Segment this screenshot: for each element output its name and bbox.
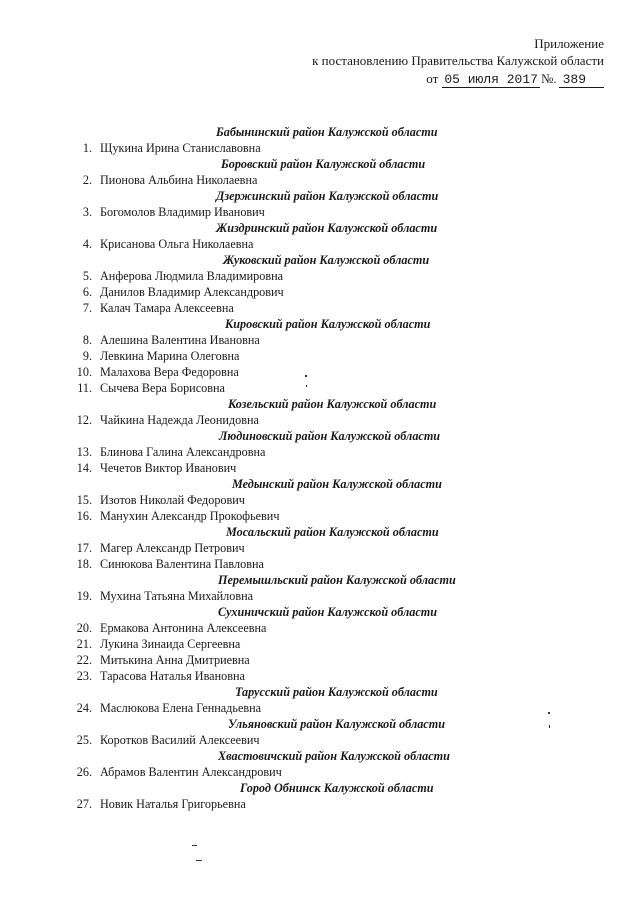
district-name: Жиздринский район Калужской области [216,221,438,235]
district-name: Козельский район Калужской области [228,397,437,411]
list-item [0,764,640,780]
person-name: Крисанова Ольга Николаевна [100,237,254,251]
item-number: 3. [82,205,92,219]
appendix-title [534,36,604,52]
item-number: 26. [76,765,92,779]
scan-mark [549,725,550,728]
list-item [0,732,640,748]
district-name: Ульяновский район Калужской области [228,717,445,731]
person-name: Коротков Василий Алексеевич [100,733,260,747]
item-number: 19. [76,589,92,603]
person-name: Блинова Галина Александровна [100,445,266,459]
person-name: Сычева Вера Борисовна [100,381,225,395]
item-number: 4. [82,237,92,251]
item-number: 25. [76,733,92,747]
list-item [0,556,640,572]
item-number: 17. [76,541,92,555]
item-number: 13. [76,445,92,459]
list-item [0,492,640,508]
scan-mark [548,712,550,714]
item-number: 16. [76,509,92,523]
list-item [0,636,640,652]
person-name: Малахова Вера Федоровна [100,365,239,379]
district-heading [0,396,640,412]
list-item [0,204,640,220]
person-name: Щукина Ирина Станиславовна [100,141,261,155]
item-number: 8. [82,333,92,347]
district-heading [0,604,640,620]
list-item [0,620,640,636]
decree-reference-text: к постановлению Правительства Калужской области [312,53,604,68]
person-name: Чайкина Надежда Леонидовна [100,413,259,427]
list-item [0,332,640,348]
item-number: 11. [77,381,92,395]
item-number: 22. [76,653,92,667]
item-number: 7. [82,301,92,315]
person-name: Левкина Марина Олеговна [100,349,240,363]
district-name: Тарусский район Калужской области [235,685,438,699]
person-name: Синюкова Валентина Павловна [100,557,264,571]
list-item [0,348,640,364]
person-name: Мухина Татьяна Михайловна [100,589,254,603]
list-item [0,236,640,252]
district-heading [0,780,640,796]
decree-number: 389 [559,73,604,88]
scan-mark [305,375,307,377]
date-prefix: от [426,71,439,86]
district-heading [0,524,640,540]
list-item [0,444,640,460]
district-name: Бабынинский район Калужской области [216,125,438,139]
district-heading [0,252,640,268]
district-name: Медынский район Калужской области [232,477,442,491]
district-name: Перемышльский район Калужской области [218,573,456,587]
list-item [0,172,640,188]
district-heading [0,220,640,236]
list-item [0,460,640,476]
district-heading [0,572,640,588]
district-name: Жуковский район Калужской области [223,253,430,267]
person-name: Абрамов Валентин Александрович [100,765,282,779]
district-name: Боровский район Калужской области [221,157,426,171]
person-name: Митькина Анна Дмитриевна [100,653,250,667]
person-name: Магер Александр Петрович [100,541,245,555]
scan-mark [192,845,197,846]
item-number: 18. [76,557,92,571]
district-heading [0,684,640,700]
district-name: Дзержинский район Калужской области [216,189,439,203]
list-item [0,700,640,716]
person-name: Анферова Людмила Владимировна [100,269,284,283]
district-heading [0,748,640,764]
item-number: 21. [76,637,92,651]
item-number: 9. [82,349,92,363]
person-name: Данилов Владимир Александрович [100,285,284,299]
item-number: 23. [76,669,92,683]
list-item [0,652,640,668]
number-sign: №. [540,71,557,86]
district-name: Сухиничский район Калужской области [218,605,438,619]
item-number: 10. [76,365,92,379]
list-item [0,268,640,284]
item-number: 6. [82,285,92,299]
scan-mark [306,385,307,387]
list-item [0,508,640,524]
district-heading [0,716,640,732]
person-name: Маслюкова Елена Геннадьевна [100,701,262,715]
district-name: Город Обнинск Калужской области [240,781,434,795]
list-item [0,364,640,380]
item-number: 12. [76,413,92,427]
district-name: Людиновский район Калужской области [219,429,441,443]
item-number: 27. [76,797,92,811]
nominee-list [0,124,640,812]
item-number: 24. [76,701,92,715]
decree-reference [312,53,604,69]
list-item [0,380,640,396]
district-name: Кировский район Калужской области [225,317,431,331]
scan-mark [196,860,202,861]
decree-date: 05 июля 2017 [444,72,538,87]
list-item [0,540,640,556]
district-heading [0,124,640,140]
district-name: Мосальский район Калужской области [226,525,439,539]
district-heading [0,316,640,332]
district-heading [0,428,640,444]
list-item [0,668,640,684]
person-name: Пионова Альбина Николаевна [100,173,258,187]
district-name: Хвастовичский район Калужской области [218,749,450,763]
list-item [0,412,640,428]
person-name: Лукина Зинаида Сергеевна [100,637,241,651]
item-number: 5. [82,269,92,283]
item-number: 2. [82,173,92,187]
person-name: Изотов Николай Федорович [100,493,245,507]
district-heading [0,188,640,204]
person-name: Чечетов Виктор Иванович [100,461,237,475]
appendix-label: Приложение [534,36,604,51]
person-name: Алешина Валентина Ивановна [100,333,260,347]
list-item [0,796,640,812]
district-heading [0,156,640,172]
person-name: Богомолов Владимир Иванович [100,205,265,219]
decree-date-number [426,71,604,88]
list-item [0,588,640,604]
item-number: 15. [76,493,92,507]
person-name: Манухин Александр Прокофьевич [100,509,280,523]
person-name: Новик Наталья Григорьевна [100,797,246,811]
person-name: Калач Тамара Алексеевна [100,301,234,315]
list-item [0,284,640,300]
item-number: 20. [76,621,92,635]
district-heading [0,476,640,492]
item-number: 14. [76,461,92,475]
person-name: Тарасова Наталья Ивановна [100,669,245,683]
list-item [0,300,640,316]
item-number: 1. [82,141,92,155]
person-name: Ермакова Антонина Алексеевна [100,621,267,635]
list-item [0,140,640,156]
